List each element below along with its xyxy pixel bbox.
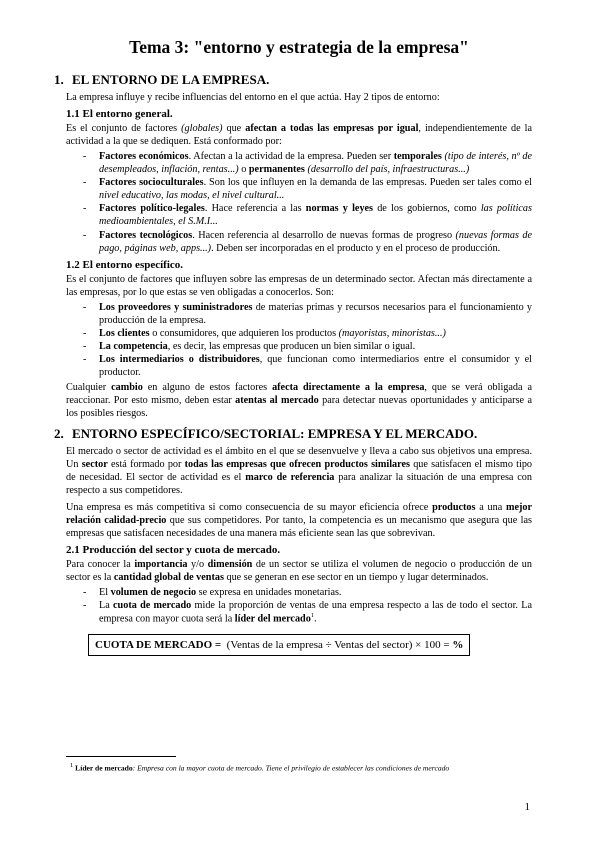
page-number: 1: [524, 801, 530, 813]
section-number: 1.: [54, 72, 64, 88]
market-measures-list: [66, 586, 532, 626]
subsection-1-2-closing: Cualquier cambio en alguno de estos factores afecta directamente a la empresa, que se verá obligada a reaccionar. Por esto mismo, deben estar atentas al mercado para detectar nuevas oportunidades y anticiparse a los posibles riesgos.: [66, 382, 533, 420]
subsection-1-2-paragraph: Es el conjunto de factores que influyen sobre las empresas de un determinado sector. Afectan más directamente a las empresas, por lo que estas se ven obligadas a conocerlos. Son:: [66, 273, 532, 298]
list-item: - Los intermediarios o distribuidores, que funcionan como intermediarios entre el consumidor y el productor.: [83, 353, 532, 379]
section-1-intro: La empresa influye y recibe influencias del entorno en el que actúa. Hay 2 tipos de entorno:: [66, 92, 440, 104]
list-item: - Los clientes o consumidores, que adquieren los productos (mayoristas, minoristas...): [83, 327, 532, 340]
general-factors-list: [66, 150, 532, 254]
footnote-ref: 1: [310, 612, 315, 620]
list-item: - Factores político-legales. Hace referencia a las normas y leyes de los gobiernos, como las políticas medioambientales, el S.M.I...: [83, 202, 532, 228]
list-item: - Los proveedores y suministradores de materias primas y recursos necesarios para el funcionamiento y producción de la empresa.: [83, 301, 532, 327]
market-share-formula-box: CUOTA DE MERCADO = (Ventas de la empresa ÷ Ventas del sector) × 100 = %: [88, 634, 470, 656]
list-item: - Factores tecnológicos. Hacen referencia al desarrollo de nuevas formas de progreso (nuevas formas de pago, páginas web, apps...). Deben ser incorporadas en el producto y en el proceso de producción.: [83, 229, 532, 255]
section-1-heading: [54, 72, 532, 89]
list-item: - La cuota de mercado mide la proporción de ventas de una empresa respecto a las de todo el sector. La empresa con mayor cuota será la líder del mercado$^1$.: [83, 599, 532, 625]
subsection-2-1-paragraph: Para conocer la importancia y/o dimensión de un sector se utiliza el volumen de negocio o producción de un sector es la cantidad global de ventas que se generan en ese sector en un tiempo y lugar determinados.: [66, 559, 532, 584]
section-title: EL ENTORNO DE LA EMPRESA.: [72, 72, 270, 88]
page-title: Tema 3: "entorno y estrategia de la empresa": [129, 37, 469, 57]
specific-factors-list: [66, 301, 532, 379]
footnote-divider: [66, 756, 176, 757]
subsection-2-1-heading: 2.1 Producción del sector y cuota de mercado.: [66, 544, 281, 557]
section-2-paragraph-1: El mercado o sector de actividad es el ámbito en el que se desenvuelve y lleva a cabo sus objetivos una empresa. Un sector está formado por todas las empresas que ofrecen productos similares que satisfacen el mismo tipo de necesidad. El sector de actividad es el marco de referencia para analizar la situación de una empresa con respecto a sus competidores.: [66, 445, 533, 496]
footnote: $^1$ Líder de mercado: Empresa con la mayor cuota de mercado. Tiene el privilegio de establecer las condiciones de mercado: [70, 762, 450, 773]
subsection-1-1-heading: 1.1 El entorno general.: [66, 108, 173, 121]
list-item: - La competencia, es decir, las empresas que producen un bien similar o igual.: [83, 340, 532, 353]
section-title: ENTORNO ESPECÍFICO/SECTORIAL: EMPRESA Y EL MERCADO.: [72, 426, 478, 442]
subsection-1-1-paragraph: Es el conjunto de factores (globales) que afectan a todas las empresas por igual, independientemente de la actividad a la que se dediquen. Está conformado por:: [66, 123, 533, 148]
list-item: - Factores socioculturales. Son los que influyen en la demanda de las empresas. Pueden ser tales como el nivel educativo, las modas, el nivel cultural...: [83, 176, 532, 202]
section-2-heading: [54, 426, 532, 443]
section-number: 2.: [54, 426, 64, 442]
subsection-1-2-heading: 1.2 El entorno específico.: [66, 258, 184, 271]
list-item: - El volumen de negocio se expresa en unidades monetarias.: [83, 586, 532, 599]
list-item: - Factores económicos. Afectan a la actividad de la empresa. Pueden ser temporales (tipo de interés, nº de desempleados, inflación, rentas...) o permanentes (desarrollo del país, infraestructuras...): [83, 150, 532, 176]
section-2-paragraph-2: Una empresa es más competitiva si como consecuencia de su mayor eficiencia ofrece productos a una mejor relación calidad-precio que sus competidores. Por tanto, la competencia es un mecanismo que asegura que las empresas que satisfacen necesidades de una manera más eficiente sean las que sobrevivan.: [66, 502, 532, 540]
